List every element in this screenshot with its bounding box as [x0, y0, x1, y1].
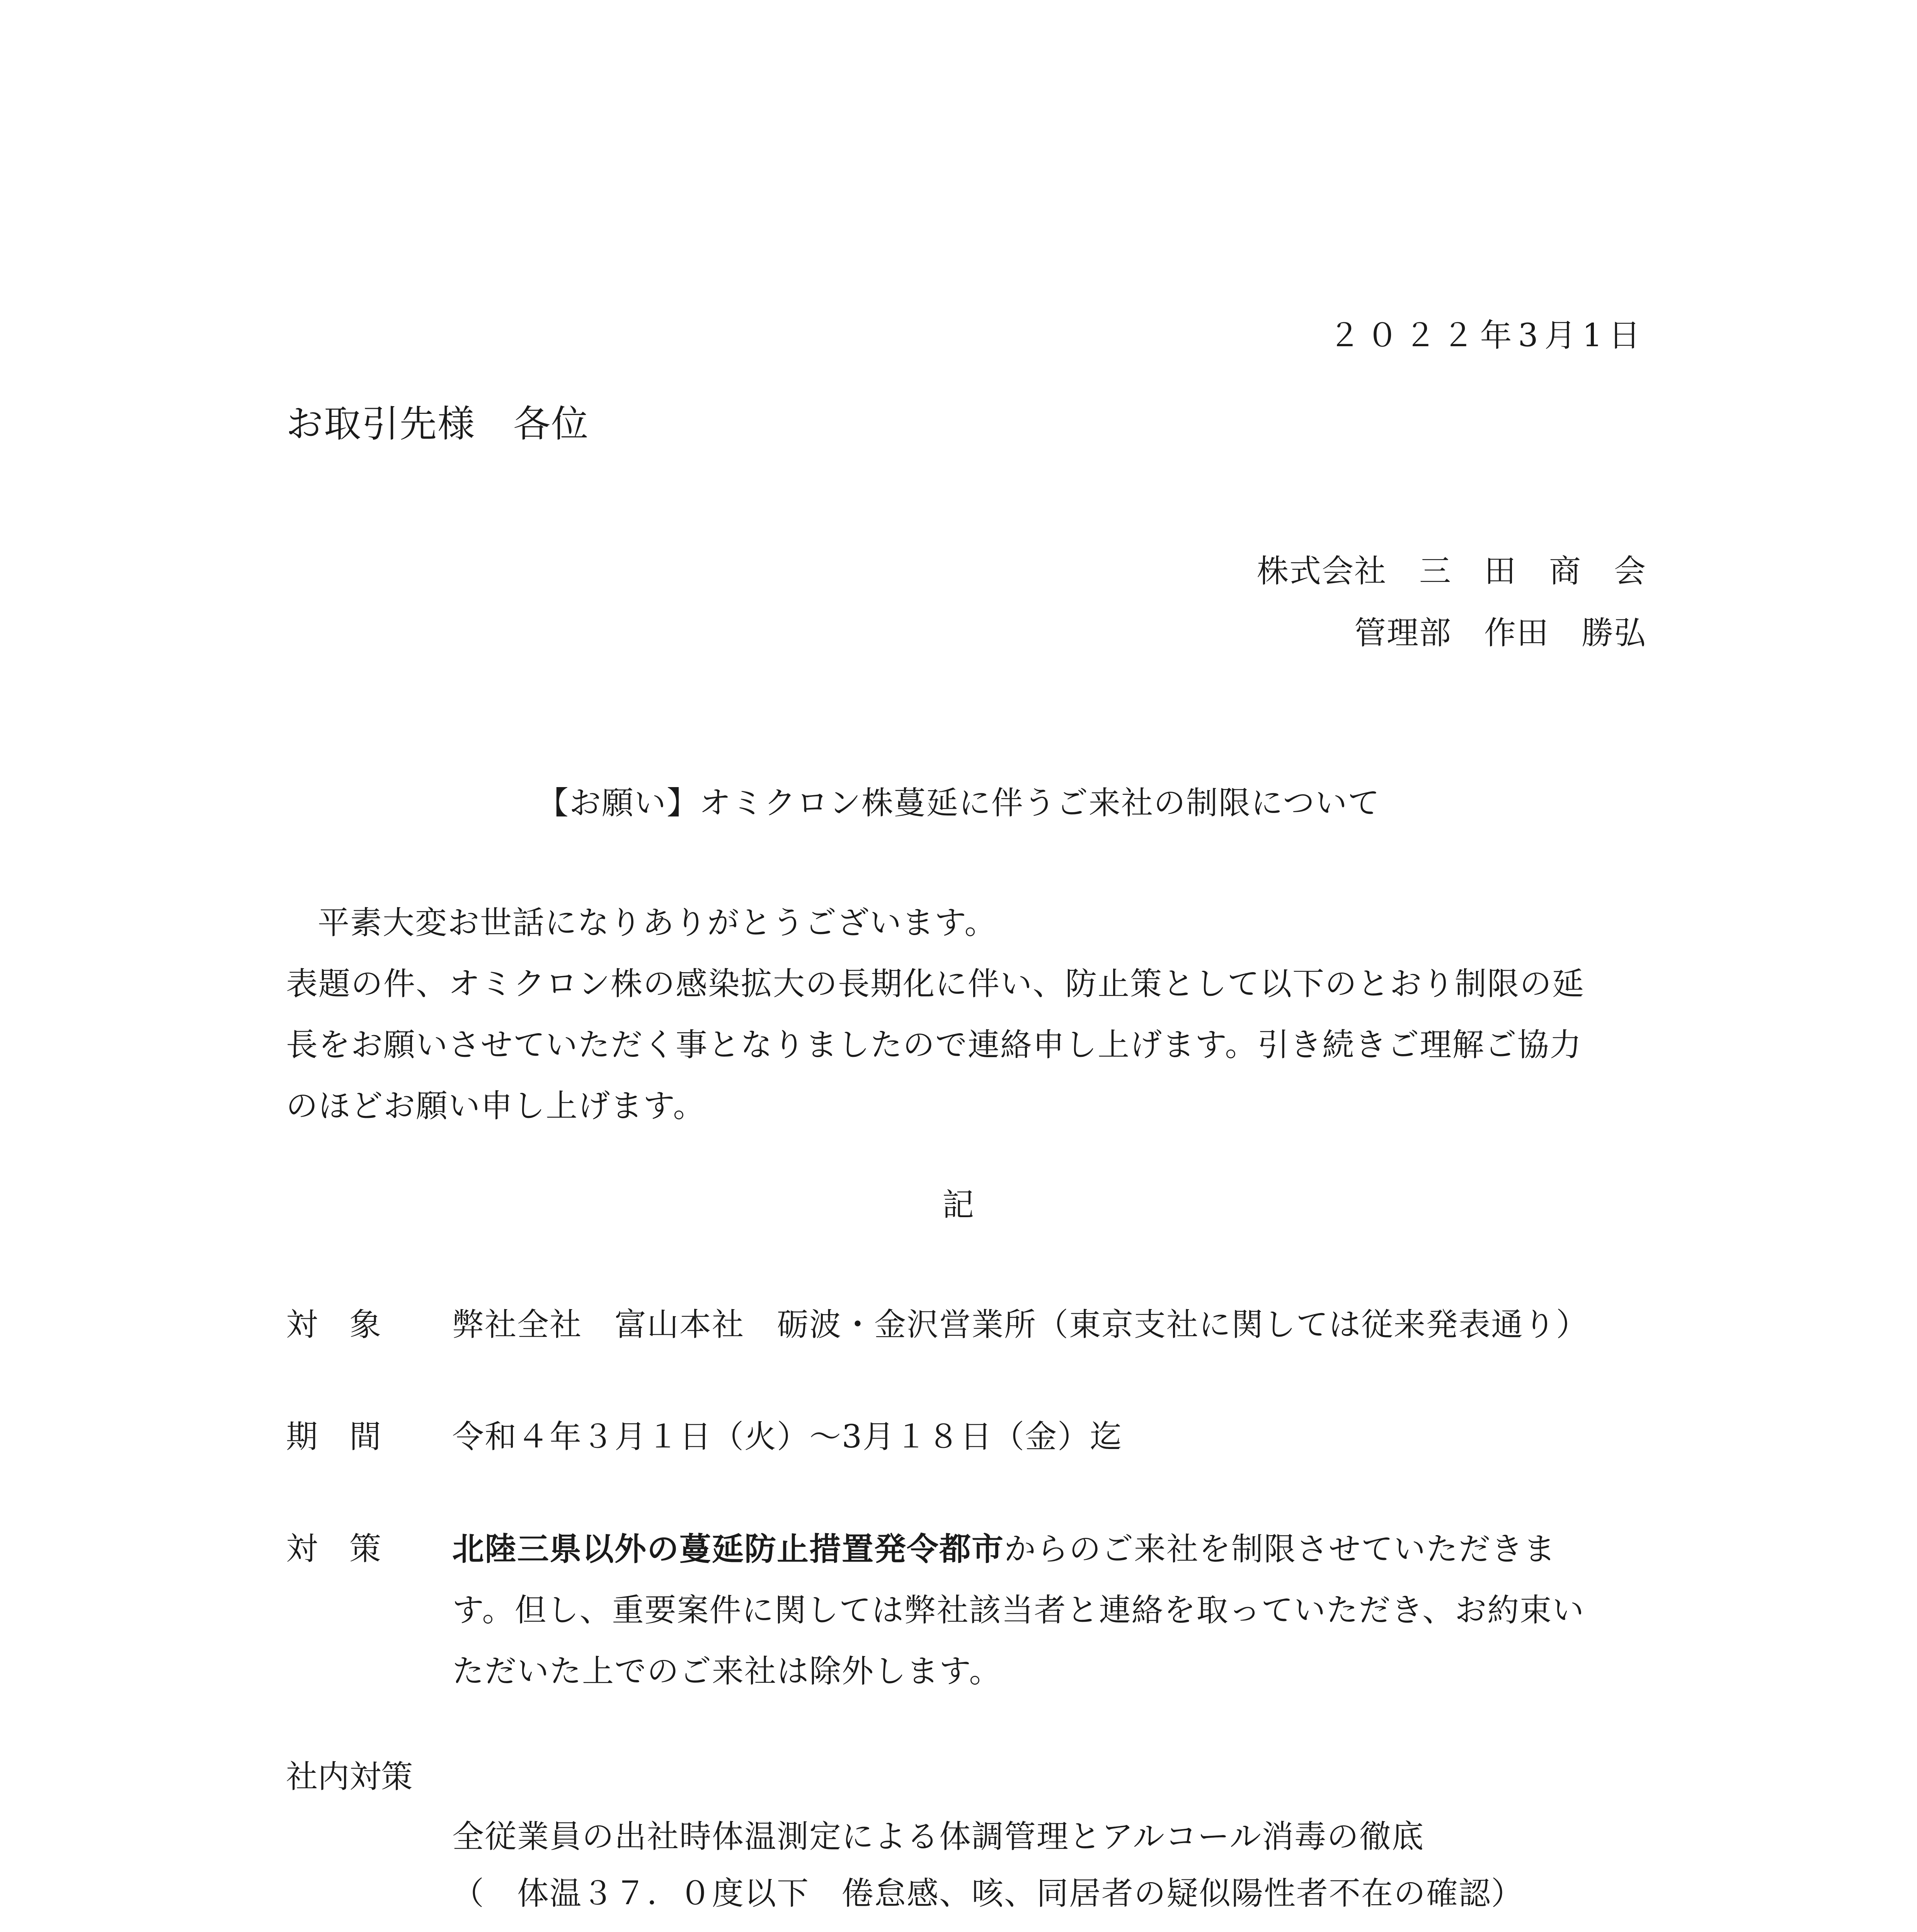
document-date: ２０２２年3月1日 [1328, 317, 1646, 354]
measure-line-2: す。但し、重要案件に関しては弊社該当者と連絡を取っていただき、お約束い [452, 1592, 1585, 1629]
period-value-text: 令和４年３月１日（火）～3月１８日（金）迄 [452, 1418, 1123, 1455]
target-value-text: 弊社全社 富山本社 砺波・金沢営業所（東京支社に関しては従来発表通り） [452, 1306, 1589, 1343]
internal-measure-item [452, 1922, 1524, 1932]
sender-company: 株式会社 三 田 商 会 [1256, 553, 1646, 590]
measure-line-3: ただいた上でのご来社は除外します。 [452, 1653, 1002, 1690]
measure-label: 対策 [286, 1531, 413, 1567]
measure-bold-text: 北陸三県以外の蔓延防止措置発令都市 [452, 1531, 1004, 1568]
internal-measures-label: 社内対策 [286, 1759, 413, 1795]
document-subject: 【お願い】オミクロン株蔓延に伴うご来社の制限について [536, 785, 1381, 821]
body-paragraph [286, 893, 1646, 1137]
body-line: 平素大変お世話になりありがとうございます。 [318, 905, 997, 941]
body-line: 長をお願いさせていただく事となりましたので連絡申し上げます。引き続きご理解ご協力 [286, 1027, 1582, 1063]
period-value [452, 1406, 1658, 1468]
period-label: 期間 [286, 1418, 413, 1455]
body-line: のほどお願い申し上げます。 [286, 1088, 706, 1124]
internal-measures-list [452, 1808, 1524, 1932]
body-line: 表題の件、オミクロン株の感染拡大の長期化に伴い、防止策として以下のとおり制限の延 [286, 966, 1585, 1002]
internal-measure-item: （ 体温３７．０度以下 倦怠感、咳、同居者の疑似陽性者不在の確認） [452, 1875, 1524, 1912]
internal-measure-item: 全従業員の出社時体温測定による体調管理とアルコール消毒の徹底 [452, 1818, 1425, 1855]
measure-line-1 [452, 1519, 1658, 1580]
ki-heading: 記 [942, 1187, 975, 1223]
target-value [452, 1294, 1658, 1355]
measure-line-1-rest: からのご来社を制限させていただきま [1004, 1531, 1556, 1568]
sender-department: 管理部 作田 勝弘 [1354, 615, 1646, 651]
measure-value [452, 1519, 1658, 1702]
target-label: 対象 [286, 1306, 413, 1343]
recipient-line: お取引先様 各位 [286, 402, 589, 446]
